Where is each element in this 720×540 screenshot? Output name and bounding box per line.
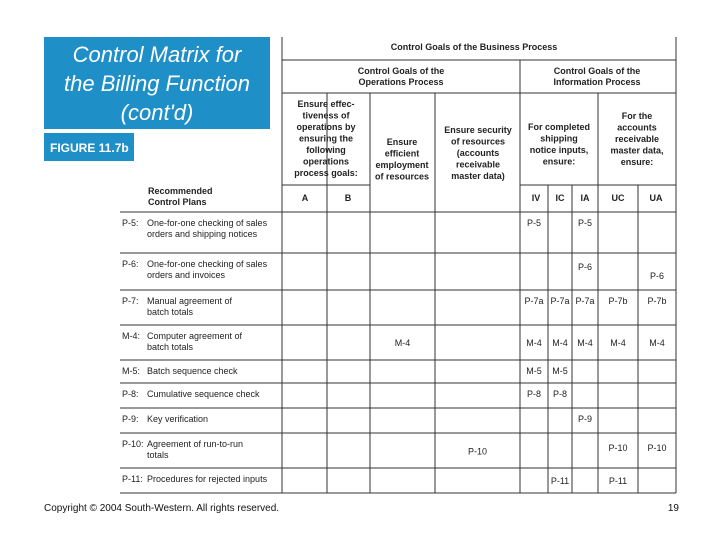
matrix-cell: P-5 — [526, 218, 542, 228]
plan-code: P-10: — [122, 439, 144, 449]
plan-code: P-7: — [122, 296, 139, 306]
col-completed-inputs: ensure: — [542, 156, 576, 167]
matrix-cell: M-4 — [610, 338, 626, 348]
col-accounts-receivable: accounts — [617, 122, 657, 133]
plans-header: Control Plans — [148, 197, 207, 207]
col-ensure-effectiveness: following — [306, 145, 346, 155]
plan-text: Computer agreement of — [147, 331, 243, 341]
matrix-cell: P-6 — [577, 262, 593, 272]
subcol-a: A — [301, 193, 309, 203]
matrix-cell: M-4 — [649, 338, 665, 348]
plan-text: Cumulative sequence check — [147, 389, 260, 399]
plan-code: P-6: — [122, 259, 139, 269]
col-accounts-receivable: master data, — [610, 145, 664, 156]
col-ensure-security: of resources — [450, 136, 506, 147]
matrix-cell: P-7a — [524, 296, 544, 306]
info-process-header: Information Process — [553, 77, 641, 87]
matrix-cell: P-9 — [577, 414, 593, 424]
subcol-uc: UC — [611, 193, 625, 203]
matrix-cell: P-8 — [526, 389, 542, 399]
subcol-ia: IA — [580, 193, 590, 203]
plan-code: P-9: — [122, 414, 139, 424]
col-ensure-efficient: efficient — [384, 148, 420, 159]
plan-text: Procedures for rejected inputs — [147, 474, 268, 484]
plan-code: P-5: — [122, 218, 139, 228]
col-accounts-receivable: receivable — [614, 134, 660, 144]
business-process-header: Control Goals of the Business Process — [390, 42, 558, 52]
ops-process-header: Control Goals of the — [357, 66, 445, 76]
col-ensure-security: master data) — [451, 171, 505, 181]
plan-code: M-5: — [122, 366, 140, 376]
col-ensure-effectiveness: operations by — [296, 122, 356, 132]
copyright-text: Copyright © 2004 South-Western. All rights reserved. — [44, 503, 280, 514]
plan-text: Key verification — [147, 414, 209, 424]
col-accounts-receivable: ensure: — [620, 157, 654, 167]
title-line-1: Control Matrix for — [72, 42, 242, 67]
col-ensure-security: (accounts — [456, 148, 500, 158]
matrix-cell: P-10 — [647, 443, 667, 453]
col-ensure-efficient: employment — [375, 160, 429, 170]
plan-text: totals — [147, 450, 169, 460]
matrix-cell: M-5 — [526, 366, 542, 376]
matrix-cell: M-4 — [577, 338, 593, 348]
ops-process-header: Operations Process — [358, 77, 444, 87]
matrix-cell: P-7a — [550, 296, 570, 306]
col-ensure-efficient: of resources — [374, 171, 430, 182]
plan-code: P-8: — [122, 389, 139, 399]
plan-text: Manual agreement of — [147, 296, 233, 306]
subcol-ic: IC — [555, 193, 565, 203]
matrix-cell: P-10 — [467, 446, 488, 457]
subcol-iv: IV — [531, 193, 541, 203]
col-ensure-effectiveness: process goals: — [294, 168, 358, 178]
col-ensure-security: receivable — [455, 159, 501, 170]
col-ensure-efficient: Ensure — [386, 137, 418, 147]
col-completed-inputs: For completed — [527, 122, 591, 132]
plan-text: batch totals — [147, 342, 194, 352]
col-ensure-effectiveness: Ensure effec- — [297, 99, 355, 109]
matrix-cell: P-7a — [575, 296, 595, 306]
matrix-cell: P-5 — [577, 218, 593, 228]
matrix-cell: P-8 — [552, 389, 568, 399]
matrix-cell: M-4 — [394, 338, 411, 348]
plan-text: One-for-one checking of sales — [147, 218, 268, 228]
plan-code: P-11: — [122, 474, 143, 484]
plans-header: Recommended — [148, 186, 213, 196]
matrix-cell: P-11 — [550, 476, 570, 486]
subcol-b: B — [344, 193, 352, 203]
col-ensure-effectiveness: tiveness of — [302, 110, 350, 121]
matrix-cell: P-10 — [608, 443, 628, 453]
matrix-cell: M-4 — [552, 338, 568, 348]
col-ensure-effectiveness: ensuring the — [298, 133, 354, 144]
col-ensure-security: Ensure security — [444, 125, 512, 135]
page-number: 19 — [667, 503, 679, 514]
col-accounts-receivable: For the — [621, 111, 653, 121]
plan-code: M-4: — [122, 331, 140, 341]
matrix-cell: P-6 — [649, 271, 665, 281]
title-line-3: (cont'd) — [120, 100, 194, 125]
col-ensure-effectiveness: operations — [302, 156, 350, 167]
plan-text: One-for-one checking of sales — [147, 259, 268, 269]
matrix-cell: M-4 — [526, 338, 542, 348]
matrix-cell: P-7b — [647, 296, 667, 306]
info-process-header: Control Goals of the — [553, 66, 641, 76]
title-line-2: the Billing Function — [64, 71, 250, 96]
matrix-cell: M-5 — [552, 366, 568, 376]
plan-text: orders and invoices — [147, 270, 226, 280]
col-completed-inputs: notice inputs, — [529, 145, 589, 155]
plan-text: Batch sequence check — [147, 366, 238, 376]
plan-text: batch totals — [147, 307, 194, 317]
subcol-ua: UA — [649, 193, 663, 203]
matrix-cell: P-11 — [608, 476, 628, 486]
figure-label: FIGURE 11.7b — [50, 141, 129, 155]
plan-text: orders and shipping notices — [147, 229, 258, 239]
plan-text: Agreement of run-to-run — [147, 439, 244, 449]
matrix-cell: P-7b — [608, 296, 628, 306]
col-completed-inputs: shipping — [540, 133, 578, 144]
